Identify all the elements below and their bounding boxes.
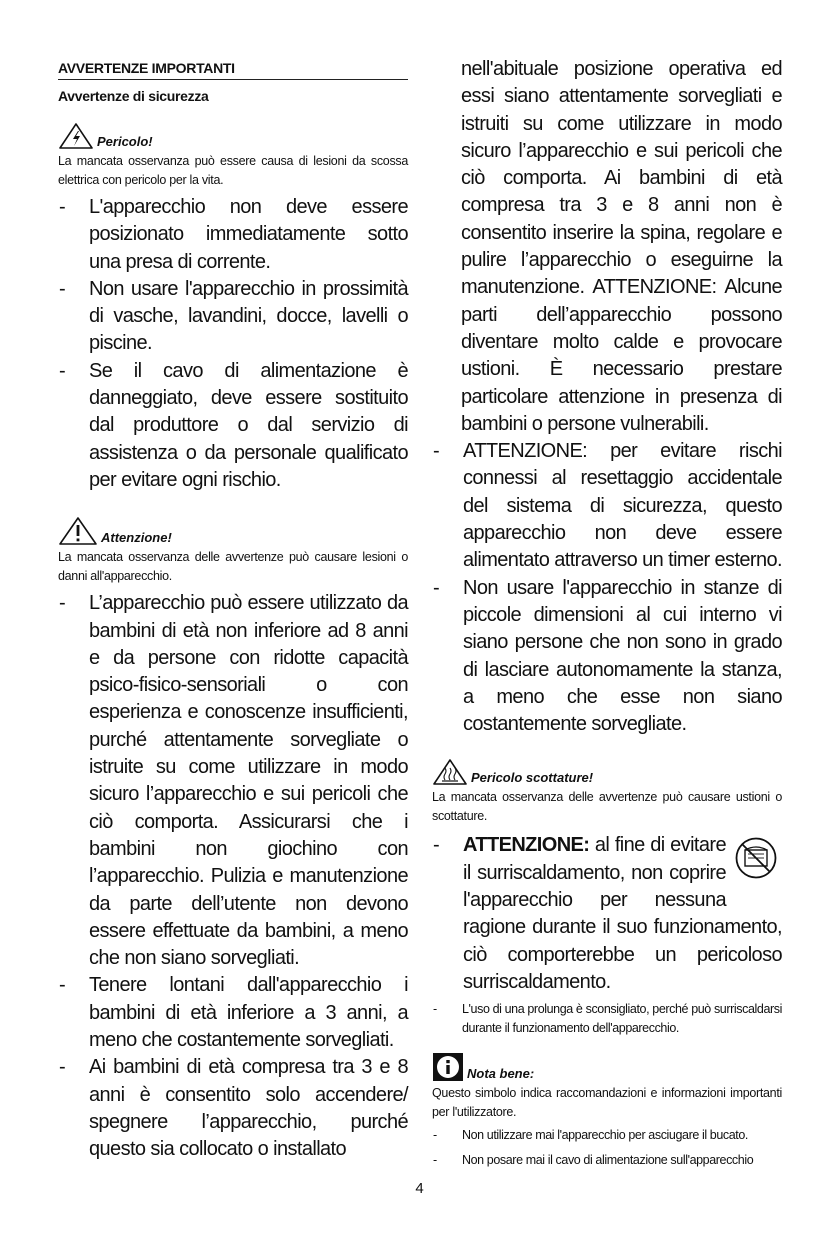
attention-list [58,590,408,1163]
attention-title: Attenzione! [101,530,172,546]
attention-lead: ATTENZIONE: [463,834,590,857]
burn-item-text: al fine di evitare il surriscaldamento, non coprire l'apparecchio per nessuna ragione durante il suo funzionamento, ciò comporterebbe un pericoloso surriscaldamento. [463,834,782,993]
continued-paragraph: nell'abituale posizione operativa ed essi siano attentamente sorvegliati e istruiti su come utilizzare in modo sicuro l’apparecchio e sui pericoli che ciò comporta. Ai bambini di età compresa tra 3 e 8 anni non è consentito inserire la spina, regolare e pulire l’apparecchio o eseguirne la manutenzione. ATTENZIONE: Alcune parti dell’apparecchio possono diventare molto calde e provocare ustioni. È necessario prestare particolare attenzione in presenza di bambini o persone vulnerabili. [461,58,782,435]
note-text: Questo simbolo indica raccomandazioni e informazioni importanti per l'utilizzatore. [432,1086,782,1120]
page-number: 4 [415,1180,424,1197]
do-not-cover-icon [734,836,778,888]
attention-list-continued [432,438,782,738]
warning-icon [58,516,101,546]
electric-danger-icon [58,122,97,150]
note-title: Nota bene: [467,1066,535,1082]
burn-title: Pericolo scottature! [471,770,594,786]
danger-list [58,194,408,494]
note-list [432,1126,782,1170]
list-item: - Non utilizzare mai l'apparecchio per asciugare il bucato. [432,1126,782,1145]
burn-list [432,832,782,996]
list-item: - Se il cavo di alimentazione è danneggiato, deve essere sostituito dal produttore o dal servizio di assistenza o da personale qualificato per evitare ogni rischio. [58,358,408,494]
attention-heading [58,516,408,546]
list-item: - ATTENZIONE: per evitare rischi connessi al resettaggio accidentale del sistema di sicurezza, questo apparecchio non deve essere alimentato attraverso un timer esterno. [432,438,782,574]
left-column [58,56,408,1164]
danger-text: La mancata osservanza può essere causa di lesioni da scossa elettrica con pericolo per la vita. [58,154,408,187]
section-title: AVVERTENZE IMPORTANTI [58,60,408,80]
subsection-title: Avvertenze di sicurezza [58,88,209,104]
list-item: - Non usare l'apparecchio in stanze di piccole dimensioni al cui interno vi siano persone che non sono in grado di lasciare autonomamente la stanza, a meno che esse non siano costantemente sorvegliate. [432,575,782,739]
list-item: - Tenere lontani dall'apparecchio i bambini di età inferiore a 3 anni, a meno che costantemente sorvegliati. [58,972,408,1054]
attention-text: La mancata osservanza delle avvertenze può causare lesioni o danni all'apparecchio. [58,550,408,584]
list-item: - Non usare l'apparecchio in prossimità di vasche, lavandini, docce, lavelli o piscine. [58,276,408,358]
info-icon [432,1052,467,1082]
list-item: - L'apparecchio non deve essere posizionato immediatamente sotto una presa di corrente. [58,194,408,276]
hot-surface-icon [432,758,471,786]
danger-title: Pericolo! [97,134,153,149]
right-column [432,56,782,1176]
danger-heading [58,122,408,150]
burn-small-list [432,1000,782,1038]
list-item: - Non posare mai il cavo di alimentazione sull'apparecchio [432,1151,782,1170]
list-item: - L’apparecchio può essere utilizzato da bambini di età non inferiore ad 8 anni e da persone con ridotte capacità psico-fisico-sensoriali o con esperienza e conoscenze insufficienti, purché attentamente sorvegliate o istruite su come utilizzare in modo sicuro l’apparecchio e sui pericoli che ciò comporta. Assicurarsi che i bambini non giochino con l’apparecchio. Pulizia e manutenzione da parte dell’utente non devono essere effettuate da bambini, a meno che non siano sorvegliati. [58,590,408,972]
burn-text: La mancata osservanza delle avvertenze può causare ustioni o scottature. [432,790,782,824]
burn-heading [432,758,782,786]
list-item: - L'uso di una prolunga è sconsigliato, perché può surriscaldarsi durante il funzionamento dell'apparecchio. [432,1000,782,1038]
list-item: - Ai bambini di età compresa tra 3 e 8 anni è consentito solo accendere/ spegnere l’apparecchio, purché questo sia collocato o installato [58,1054,408,1163]
note-heading [432,1052,782,1082]
list-item [432,832,782,996]
